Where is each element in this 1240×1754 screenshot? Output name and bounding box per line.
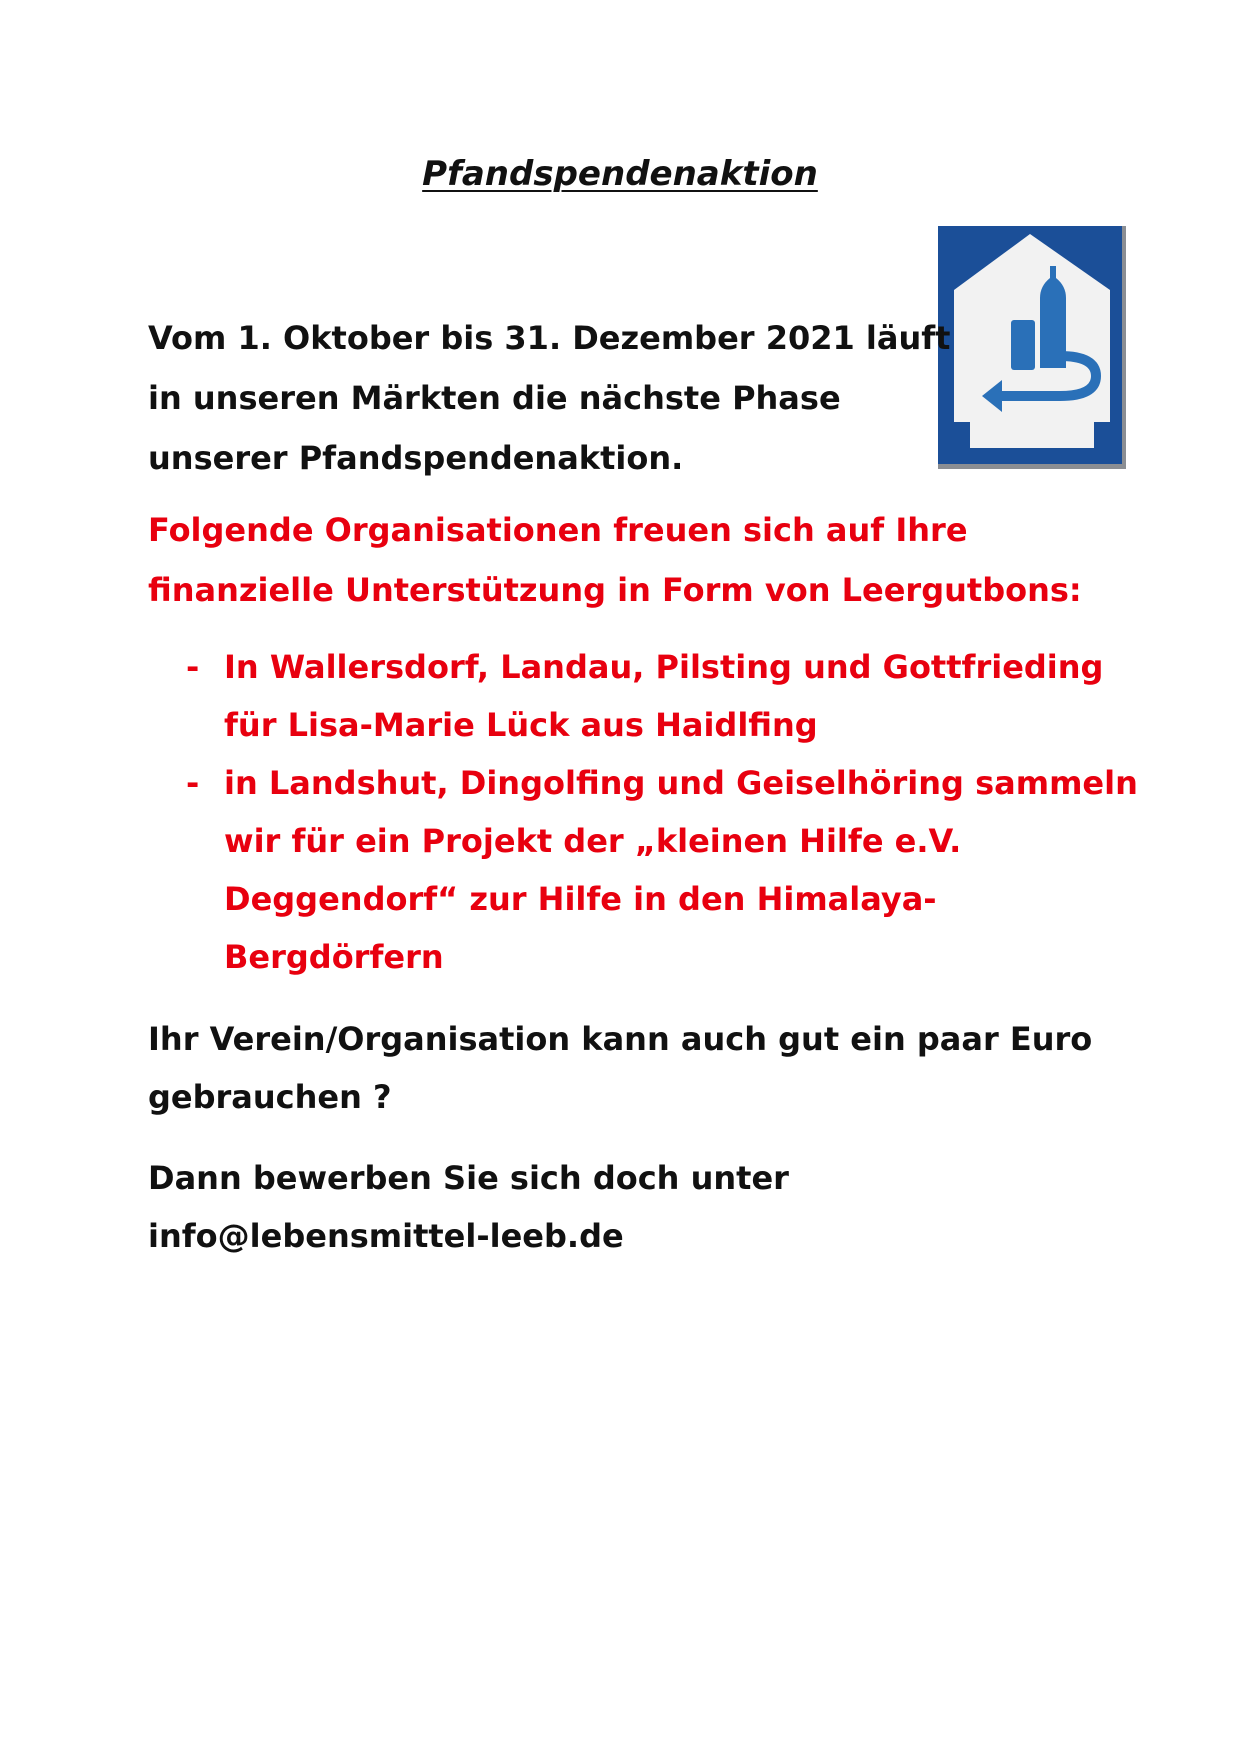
apply-paragraph — [148, 1149, 789, 1265]
list-item-line: Bergdörfern — [224, 938, 444, 976]
list-item — [148, 754, 1138, 986]
intro-line: in unseren Märkten die nächste Phase — [148, 379, 841, 417]
lead-line: Folgende Organisationen freuen sich auf Ihre — [148, 511, 968, 549]
page-title: Pfandspendenaktion — [422, 154, 818, 194]
question-line: gebrauchen ? — [148, 1078, 392, 1116]
question-line: Ihr Verein/Organisation kann auch gut ein paar Euro — [148, 1020, 1093, 1058]
organisations-list — [148, 638, 1138, 986]
question-paragraph — [148, 1010, 1092, 1126]
lead-line: finanzielle Unterstützung in Form von Leergutbons: — [148, 571, 1082, 609]
intro-paragraph — [148, 308, 950, 488]
list-item-line: In Wallersdorf, Landau, Pilsting und Gottfrieding — [224, 648, 1104, 686]
apply-line: Dann bewerben Sie sich doch unter — [148, 1159, 789, 1197]
organisations-lead — [148, 500, 1082, 620]
list-item-line: in Landshut, Dingolfing und Geiselhöring sammeln — [224, 764, 1138, 802]
list-item-line: Deggendorf“ zur Hilfe in den Himalaya- — [224, 880, 937, 918]
intro-line: unserer Pfandspendenaktion. — [148, 439, 684, 477]
list-item-line: wir für ein Projekt der „kleinen Hilfe e.V. — [224, 822, 962, 860]
list-dash: - — [186, 764, 200, 802]
logo — [938, 226, 1126, 469]
contact-email: info@lebensmittel-leeb.de — [148, 1217, 624, 1255]
intro-line: Vom 1. Oktober bis 31. Dezember 2021 läuft — [148, 319, 951, 357]
list-item — [148, 638, 1138, 754]
list-dash: - — [186, 648, 200, 686]
list-item-line: für Lisa-Marie Lück aus Haidlfing — [224, 706, 818, 744]
bottle-return-icon — [938, 226, 1126, 469]
